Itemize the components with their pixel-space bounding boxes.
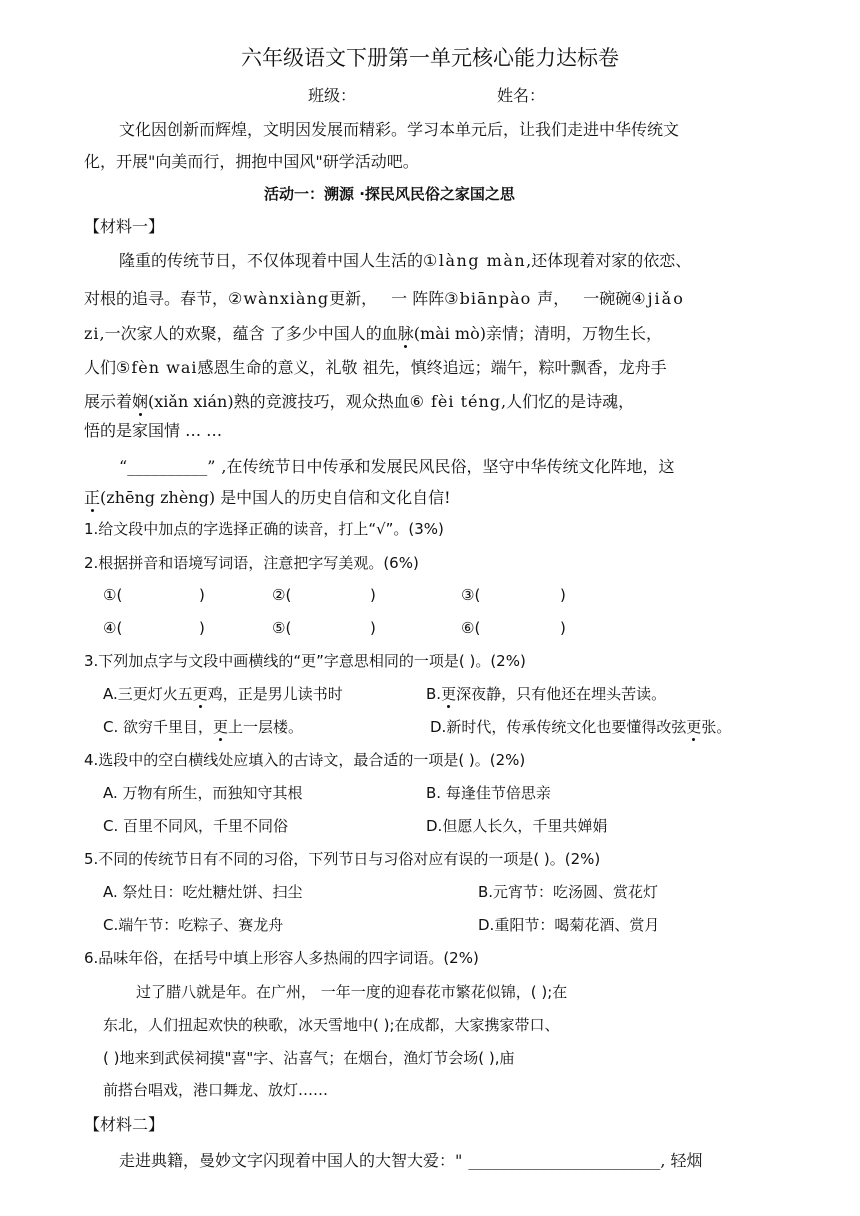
- passage-line: 悟的是家国情 … …: [84, 421, 223, 440]
- passage-text: 展示着: [84, 392, 133, 411]
- q6-line: 过了腊八就是年。在广州， 一年一度的迎春花市繁花似锦，( );在: [136, 983, 568, 1001]
- answer-blank: ): [370, 586, 376, 604]
- passage-text: 更新，: [329, 289, 378, 308]
- passage-text: (zhēng zhèng) 是中国人的历史自信和文化自信!: [100, 488, 451, 507]
- option-d[interactable]: D.但愿人长久，千里共婵娟: [426, 817, 608, 835]
- passage-line: [84, 326, 662, 342]
- page-title: 六年级语文下册第一单元核心能力达标卷: [241, 46, 619, 70]
- passage-text: 一 阵阵: [391, 289, 445, 308]
- dotted-char: 娴: [132, 392, 149, 411]
- intro-line: 文化因创新而辉煌，文明因发展而精彩。学习本单元后，让我们走进中华传统文: [119, 120, 680, 139]
- question-1: 1.给文段中加点的字选择正确的读音，打上“√”。(3%): [84, 520, 444, 538]
- dotted-char: 脉: [397, 324, 414, 343]
- answer-blank[interactable]: ⑤(: [272, 619, 292, 637]
- option-d[interactable]: D.重阳节：喝菊花酒、赏月: [478, 916, 660, 934]
- q6-line: ( )地来到武侯祠摸"喜"字、沾喜气；在烟台，渔灯节会场( ),庙: [103, 1049, 515, 1067]
- class-label: 班级：: [308, 86, 357, 105]
- q6-line: 东北，人们扭起欢快的秧歌，冰天雪地中( );在成都，大家携家带口、: [103, 1016, 560, 1034]
- pinyin-blank: ③biānpào: [444, 289, 532, 308]
- answer-blank[interactable]: ⑥(: [461, 619, 481, 637]
- option-a[interactable]: A.三更灯火五更鸡，正是男儿读书时: [103, 685, 343, 703]
- option-c[interactable]: C.端午节：吃粽子、赛龙舟: [103, 916, 284, 934]
- passage-text: 感恩生命的意义，礼敬 祖先，慎终追远；端午，粽叶飘香，龙舟手: [197, 358, 667, 377]
- pinyin-blank: ②wànxiàng: [228, 289, 330, 308]
- option-d[interactable]: D.新时代，传承传统文化也要懂得改弦更张。: [430, 718, 732, 736]
- option-b[interactable]: B. 每逢佳节倍思亲: [426, 784, 551, 802]
- question-6: 6.品味年俗，在括号中填上形容人多热闹的四字词语。(2%): [84, 949, 479, 967]
- dotted-char: 正: [84, 488, 101, 507]
- answer-blank[interactable]: ④(: [103, 619, 123, 637]
- activity-title: 活动一：溯源 ·探民风民俗之家国之思: [264, 185, 515, 203]
- dotted-char: 更: [192, 685, 208, 703]
- answer-blank: ): [199, 619, 205, 637]
- answer-blank: ): [560, 586, 566, 604]
- poem-blank[interactable]: ________________________: [468, 1151, 661, 1170]
- pinyin-blank: ④jiǎo: [631, 289, 685, 308]
- option-b[interactable]: B.更深夜静，只有他还在埋头苦读。: [426, 685, 667, 703]
- dotted-char: 更: [441, 685, 457, 703]
- passage-text: 对根的追寻。春节，: [84, 289, 229, 308]
- answer-blank: ): [370, 619, 376, 637]
- passage-text: 隆重的传统节日，不仅体现着中国人生活的: [119, 251, 424, 270]
- passage-line: [119, 253, 691, 269]
- passage-text: (mài mò)亲情；清明，万物生长，: [413, 324, 662, 343]
- q6-line: 前搭台唱戏，港口舞龙、放灯……: [103, 1081, 329, 1099]
- question-2: 2.根据拼音和语境写词语，注意把字写美观。(6%): [84, 554, 419, 572]
- passage-line: [84, 360, 667, 376]
- intro-line: 化，开展"向美而行，拥抱中国风"研学活动吧。: [84, 152, 419, 171]
- option-c[interactable]: C. 百里不同风，千里不同俗: [103, 817, 289, 835]
- passage-text: (xiǎn xián)熟的竞渡技巧，观众热血: [148, 392, 410, 411]
- passage-line: [119, 1153, 703, 1169]
- passage-text: ”: [207, 457, 216, 476]
- dotted-char: 更: [213, 718, 229, 736]
- question-4: 4.选段中的空白横线处应填入的古诗文，最合适的一项是( )。(2%): [84, 751, 526, 769]
- poem-blank[interactable]: __________: [127, 457, 208, 476]
- passage-line: [84, 490, 451, 506]
- passage-line: [84, 291, 685, 307]
- material-label: 【材料二】: [84, 1115, 165, 1134]
- answer-blank: ): [199, 586, 205, 604]
- passage-text: 人们: [84, 358, 117, 377]
- passage-text: , 轻烟: [660, 1151, 703, 1170]
- material-label: 【材料一】: [84, 217, 165, 236]
- answer-blank[interactable]: ③(: [461, 586, 481, 604]
- passage-line: [119, 459, 674, 475]
- pinyin-blank: zi: [84, 324, 100, 343]
- option-a[interactable]: A. 祭灶日：吃灶糖灶饼、扫尘: [103, 883, 303, 901]
- question-5: 5.不同的传统节日有不同的习俗，下列节日与习俗对应有误的一项是( )。(2%): [84, 850, 601, 868]
- dotted-char: 更: [686, 718, 702, 736]
- passage-text: 一碗碗: [583, 289, 632, 308]
- option-b[interactable]: B.元宵节：吃汤圆、赏花灯: [478, 883, 659, 901]
- passage-line: [84, 394, 634, 410]
- passage-text: ,人们忆的是诗魂，: [501, 392, 635, 411]
- passage-text: 走进典籍，曼妙文字闪现着中国人的大智大爱：": [119, 1151, 463, 1170]
- passage-text: ,一次家人的欢聚，: [99, 324, 233, 343]
- answer-blank[interactable]: ①(: [103, 586, 123, 604]
- answer-blank: ): [560, 619, 566, 637]
- passage-text: 声，: [537, 289, 570, 308]
- passage-text: ,在传统节日中传承和发展民风民俗，坚守中华传统文化阵地，这: [221, 457, 675, 476]
- option-c[interactable]: C. 欲穷千里目，更上一层楼。: [103, 718, 304, 736]
- passage-text: “: [119, 457, 128, 476]
- pinyin-blank: ①làng màn: [423, 251, 527, 270]
- pinyin-blank: ⑤fèn wai: [116, 358, 198, 377]
- name-label: 姓名：: [497, 86, 546, 105]
- passage-text: ,还体现着对家的依恋、: [526, 251, 692, 270]
- answer-blank[interactable]: ②(: [272, 586, 292, 604]
- option-a[interactable]: A. 万物有所生，而独知守其根: [103, 784, 303, 802]
- pinyin-blank: ⑥ fèi téng: [409, 392, 502, 411]
- question-3: 3.下列加点字与文段中画横线的“更”字意思相同的一项是( )。(2%): [84, 652, 526, 670]
- passage-text: 蕴含 了多少中国人的血: [232, 324, 398, 343]
